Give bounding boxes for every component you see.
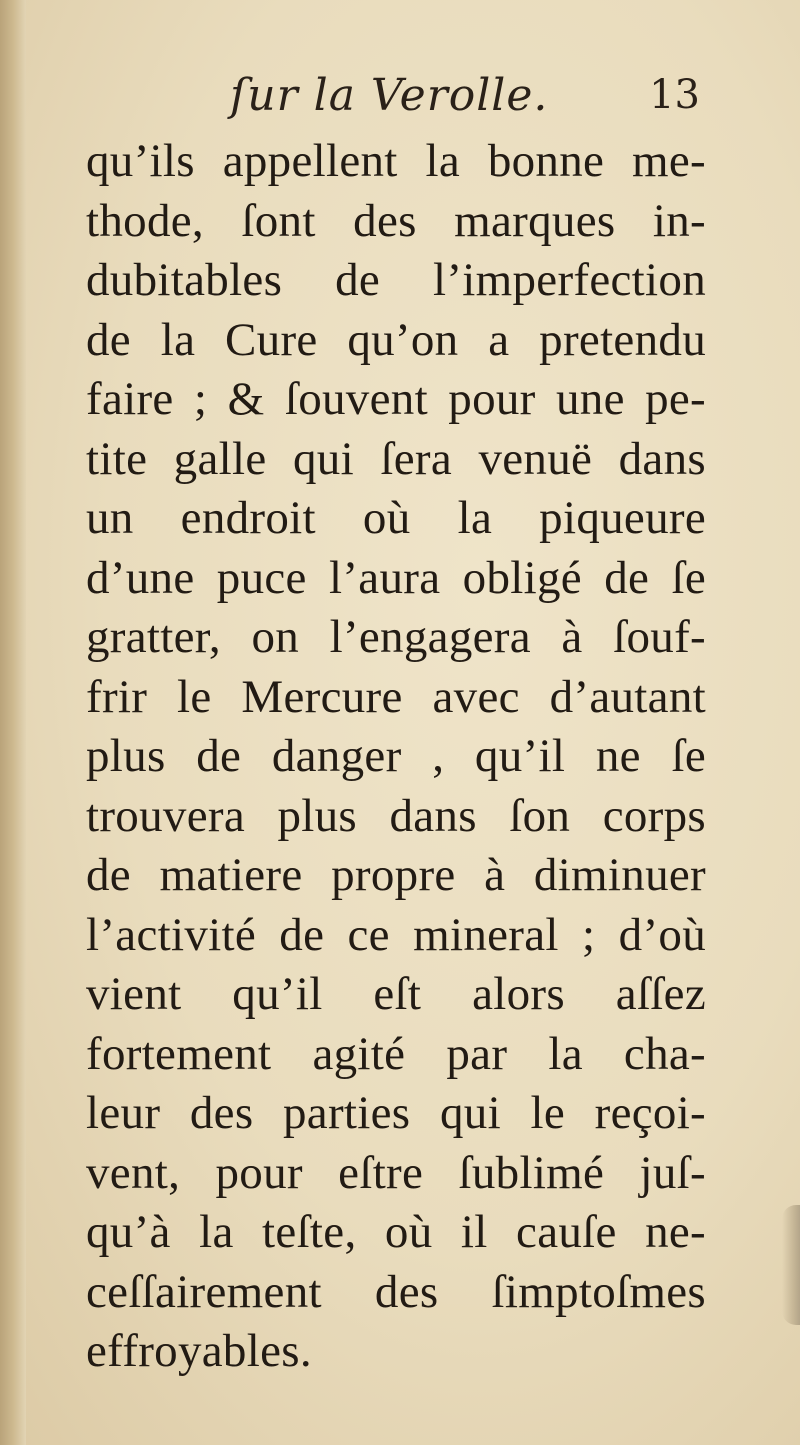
text-line: vient qu’il eſt alors aſſez	[86, 968, 706, 1020]
text-line: plus de danger , qu’il ne ſe	[86, 730, 706, 782]
text-line: qu’ils appellent la bonne me-	[86, 135, 706, 187]
text-line: trouvera plus dans ſon corps	[86, 789, 706, 842]
text-line: un endroit où la piqueure	[86, 492, 706, 544]
running-title: ſur la Verolle.	[230, 70, 549, 121]
text-line: ceſſairement des ſimptoſmes	[86, 1265, 706, 1318]
text-line: thode, ſont des marques in-	[86, 194, 706, 247]
binding-gutter	[0, 0, 26, 1445]
text-line: qu’à la teſte, où il cauſe ne-	[86, 1206, 706, 1258]
page-edge-shadow	[782, 1205, 800, 1325]
text-line: vent, pour eſtre ſublimé juſ-	[86, 1146, 706, 1199]
text-line: de matiere propre à diminuer	[86, 849, 706, 901]
text-line: l’activité de ce mineral ; d’où	[86, 908, 706, 961]
text-line: faire ; & ſouvent pour une pe-	[86, 373, 706, 425]
text-line: dubitables de l’imperfection	[86, 254, 706, 306]
page-number: 13	[649, 72, 700, 118]
text-line: effroyables.	[86, 1325, 312, 1377]
text-line: leur des parties qui le reçoi-	[86, 1087, 706, 1139]
text-line: frir le Mercure avec d’autant	[86, 670, 706, 723]
text-line: fortement agité par la cha-	[86, 1027, 706, 1080]
text-line: gratter, on l’engagera à ſouf-	[86, 611, 706, 663]
text-line: d’une puce l’aura obligé de ſe	[86, 551, 706, 604]
text-line: de la Cure qu’on a pretendu	[86, 313, 706, 366]
page-header	[230, 70, 710, 130]
body-text	[86, 132, 706, 1382]
text-line: tite galle qui ſera venuë dans	[86, 432, 706, 485]
